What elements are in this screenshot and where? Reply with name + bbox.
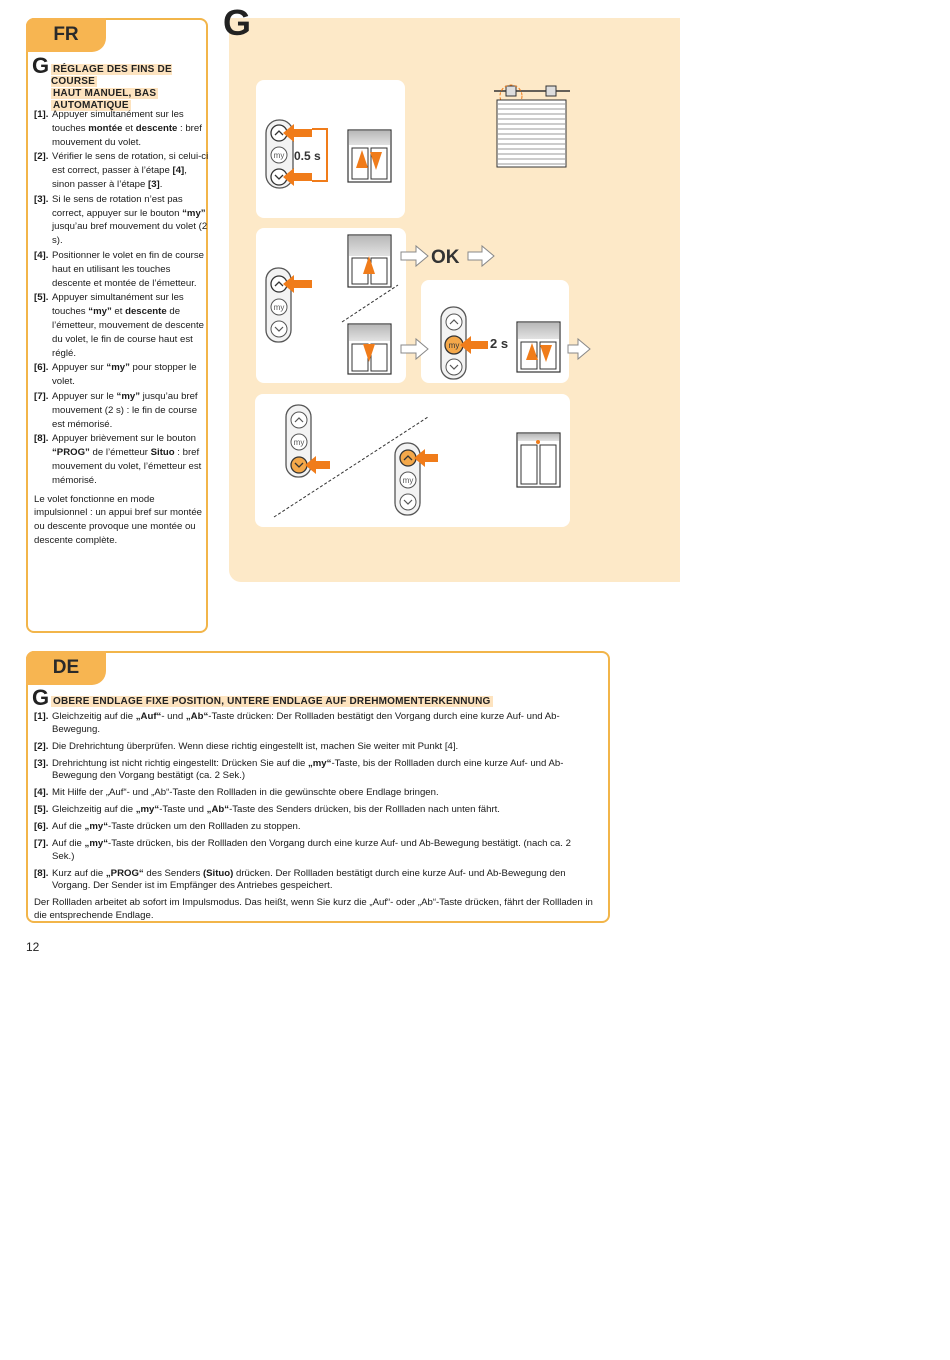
step-number: [5]. [34,804,49,815]
step-text: Auf die „my“-Taste drücken um den Rollladen zu stoppen. [52,821,301,832]
step-number: [6]. [34,821,49,832]
step-number: [1]. [34,711,49,722]
step-number: [6]. [34,362,49,374]
fr-heading-line-2: HAUT MANUEL, BAS [53,88,157,99]
page-number: 12 [26,940,40,954]
fr-language-tab: FR [26,18,106,52]
step-number: [2]. [34,740,49,752]
de-step-5 [34,804,594,817]
two-seconds-label: 2 s [490,336,509,351]
fr-section-letter: G [32,53,50,78]
de-step-4 [34,787,594,800]
step-number: [3]. [34,193,49,205]
step-number: [4]. [34,787,49,798]
step-text: Gleichzeitig auf die „Auf“- und „Ab“-Taste drücken: Der Rollladen bestätigt den Vorgang durch eine kurze Auf- und Ab-Bewegung. [52,711,560,735]
divider-dashed-line [342,285,398,322]
step-text: Appuyer sur “my” pour stopper le volet. [52,362,197,388]
de-language-tab: DE [26,651,106,685]
de-step-3 [34,758,594,783]
fr-heading-line-3: AUTOMATIQUE [53,100,129,111]
fr-note: Le volet fonctionne en mode impulsionnel : un appui bref sur montée ou descente provoque une montée ou descente complète. [34,493,202,546]
de-steps [34,711,594,922]
step-text: Appuyer sur le “my” jusqu’au bref mouvement (2 s) : le fin de course est mémorisé. [52,390,198,430]
shutter-window-icon [348,235,391,287]
de-section-letter: G [32,685,50,710]
step-text: Vérifier le sens de rotation, si celui-ci est correct, passer à l’étape [4], sinon passer à l’étape [3]. [52,151,209,190]
remote-icon [441,307,466,379]
step-number: [2]. [34,151,49,163]
my-button-label: my [293,438,305,447]
remote-icon [266,268,291,342]
my-button-label: my [273,151,285,160]
de-heading [51,696,493,707]
illustration-section-letter: G [223,2,252,43]
my-button-label: my [273,303,285,312]
shutter-window-icon [517,433,560,487]
step-text: Appuyer simultanément sur les touches montée et descente : bref mouvement du volet. [52,109,202,148]
step-text: Drehrichtung ist nicht richtig eingestellt: Drücken Sie auf die „my“-Taste, bis der Rollladen durch eine kurze Auf- und Ab-Bewegung den Vorgang bestätigt (ca. 2 Sek.) [52,757,564,781]
step-number: [7]. [34,390,49,402]
step-text: Appuyer simultanément sur les touches “my” et descente de l’émetteur, mouvement de descente du volet, le fin de course haut est réglé. [52,292,204,359]
ok-label: OK [431,247,460,268]
step-number: [7]. [34,838,49,849]
shutter-window-icon [348,324,391,374]
step-number: [8]. [34,867,49,879]
de-step-1 [34,711,594,736]
step-text: Positionner le volet en fin de course haut en utilisant les touches descente et montée de l’émetteur. [52,249,204,289]
step-number: [8]. [34,433,49,445]
de-step-8 [34,868,594,893]
step-number: [4]. [34,249,49,261]
shutter-window-icon [348,130,391,182]
step-text: Appuyer brièvement sur le bouton “PROG” de l’émetteur Situo : bref mouvement du volet, l’émetteur est mémorisé. [52,433,202,486]
step-text: Mit Hilfe der „Auf“- und „Ab“-Taste den Rollladen in die gewünschte obere Endlage bringen. [52,787,439,798]
step-text: Die Drehrichtung überprüfen. Wenn diese richtig eingestellt ist, machen Sie weiter mit Punkt [4]. [52,740,459,752]
de-step-2 [34,741,594,754]
step-number: [5]. [34,292,49,304]
step-text: Auf die „my“-Taste drücken, bis der Rollladen den Vorgang durch eine kurze Auf- und Ab-Bewegung bestätigt. (nach ca. 2 Sek.) [52,838,571,862]
my-button-label: my [402,476,414,485]
step-text: Gleichzeitig auf die „my“-Taste und „Ab“-Taste des Senders drücken, bis der Rollladen nach unten fährt. [52,804,500,815]
fr-heading-line-1: RÉGLAGE DES FINS DE COURSE [51,64,172,87]
de-section [26,651,610,923]
illustration-drawings [0,0,950,600]
step-text: Si le sens de rotation n’est pas correct, appuyer sur le bouton “my” jusqu’au bref mouvement du volet (2 s). [52,193,208,247]
de-note: Der Rollladen arbeitet ab sofort im Impulsmodus. Das heißt, wenn Sie kurz die „Auf“- oder „Ab“-Taste drücken, fährt der Rollladen in die entsprechende Endlage. [34,897,593,921]
roller-shutter-icon [494,85,570,167]
de-step-6 [34,821,594,834]
de-step-7 [34,838,594,863]
my-button-label: my [448,341,460,350]
step-number: [1]. [34,109,49,120]
shutter-window-icon [517,322,560,372]
de-heading-text: OBERE ENDLAGE FIXE POSITION, UNTERE ENDLAGE AUF DREHMOMENTERKENNUNG [53,696,491,707]
step-number: [3]. [34,757,49,769]
half-second-label: 0.5 s [294,149,321,163]
step-text: Kurz auf die „PROG“ des Senders (Situo) drücken. Der Rollladen bestätigt durch eine kurze Auf- und Ab-Bewegung den Vorgang. Der Sender ist im Empfänger des Antriebes gespeichert. [52,867,566,891]
remote-icon [395,443,420,515]
